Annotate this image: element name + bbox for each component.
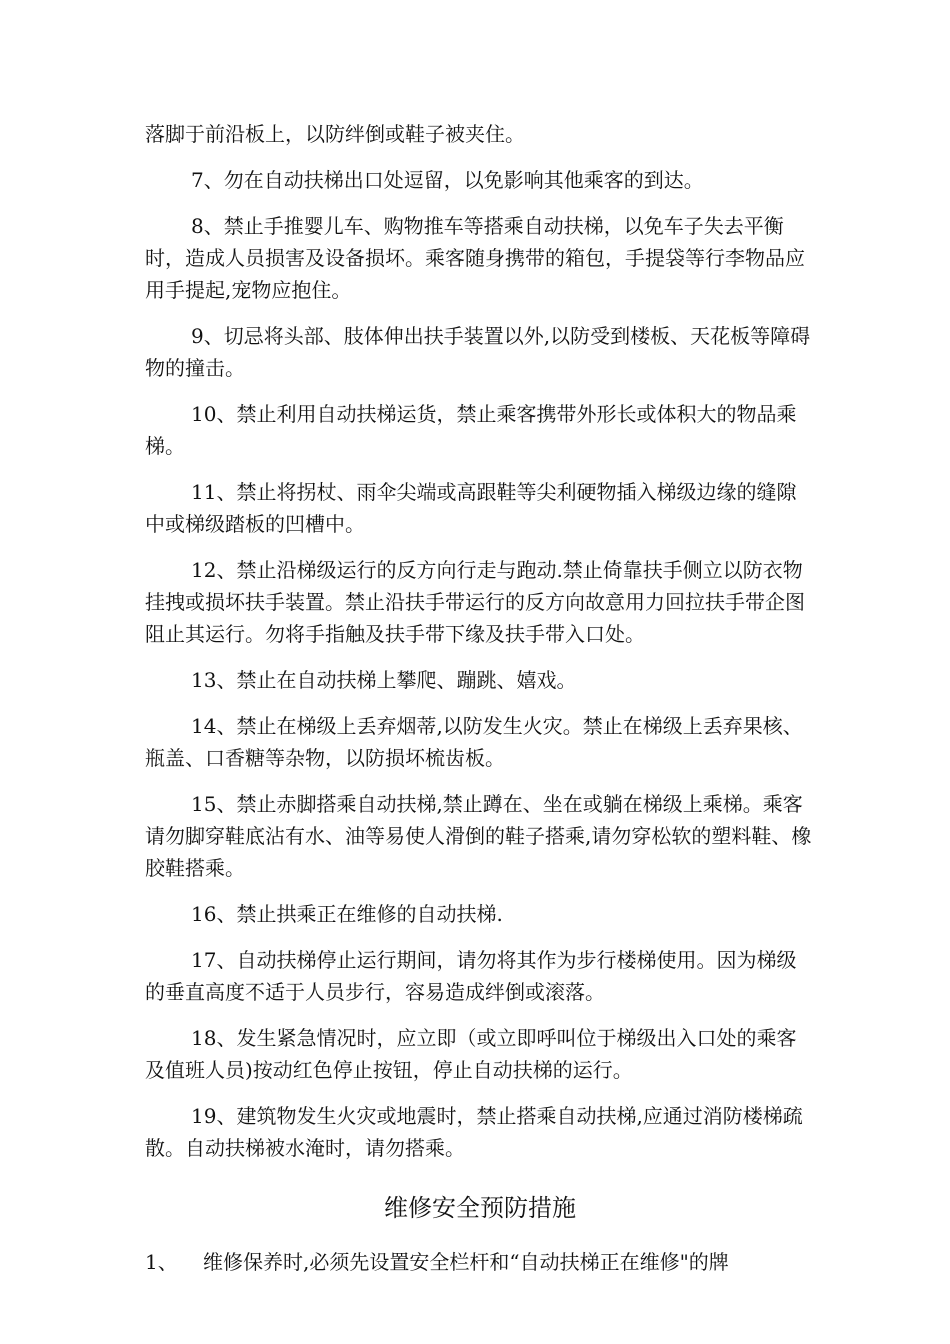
rule-11: 11、禁止将拐杖、雨伞尖端或高跟鞋等尖利硬物插入梯级边缘的缝隙中或梯级踏板的凹槽中。 [145, 480, 797, 536]
list-item-text: 维修保养时,必须先设置安全栏杆和“自动扶梯正在维修"的牌 [203, 1250, 729, 1274]
rule-15: 15、禁止赤脚搭乘自动扶梯,禁止蹲在、坐在或躺在梯级上乘梯。乘客请勿脚穿鞋底沾有水、油等易使人滑倒的鞋子搭乘,请勿穿松软的塑料鞋、橡胶鞋搭乘。 [145, 792, 812, 880]
rule-16: 16、禁止拱乘正在维修的自动扶梯. [191, 902, 503, 926]
rule-19: 19、建筑物发生火灾或地震时，禁止搭乘自动扶梯,应通过消防楼梯疏散。自动扶梯被水淹时，请勿搭乘。 [145, 1104, 803, 1160]
rule-8: 8、禁止手推婴儿车、购物推车等搭乘自动扶梯，以免车子失去平衡时，造成人员损害及设备损坏。乘客随身携带的箱包，手提袋等行李物品应用手提起,宠物应抱住。 [145, 214, 805, 302]
rule-13: 13、禁止在自动扶梯上攀爬、蹦跳、嬉戏。 [191, 668, 577, 692]
rule-17: 17、自动扶梯停止运行期间，请勿将其作为步行楼梯使用。因为梯级的垂直高度不适于人员步行，容易造成绊倒或滚落。 [145, 948, 797, 1004]
rule-7: 7、勿在自动扶梯出口处逗留，以免影响其他乘客的到达。 [191, 168, 704, 192]
rule-14: 14、禁止在梯级上丢弃烟蒂,以防发生火灾。禁止在梯级上丢弃果核、瓶盖、口香糖等杂物，以防损坏梳齿板。 [145, 714, 803, 770]
document-body [145, 118, 815, 1278]
paragraph-continuation: 落脚于前沿板上，以防绊倒或鞋子被夹住。 [145, 122, 525, 146]
list-item-number: 1、 [145, 1250, 178, 1274]
rule-18: 18、发生紧急情况时，应立即（或立即呼叫位于梯级出入口处的乘客及值班人员)按动红色停止按钮，停止自动扶梯的运行。 [145, 1026, 797, 1082]
rule-10: 10、禁止利用自动扶梯运货，禁止乘客携带外形长或体积大的物品乘梯。 [145, 402, 797, 458]
list-item [145, 1246, 815, 1278]
rule-9: 9、切忌将头部、肢体伸出扶手装置以外,以防受到楼板、天花板等障碍物的撞击。 [145, 324, 811, 380]
rule-12: 12、禁止沿梯级运行的反方向行走与跑动.禁止倚靠扶手侧立以防衣物挂拽或损坏扶手装置。禁止沿扶手带运行的反方向故意用力回拉扶手带企图阻止其运行。勿将手指触及扶手带下缘及扶手带入口处。 [145, 558, 805, 646]
section-title: 维修安全预防措施 [384, 1194, 576, 1222]
